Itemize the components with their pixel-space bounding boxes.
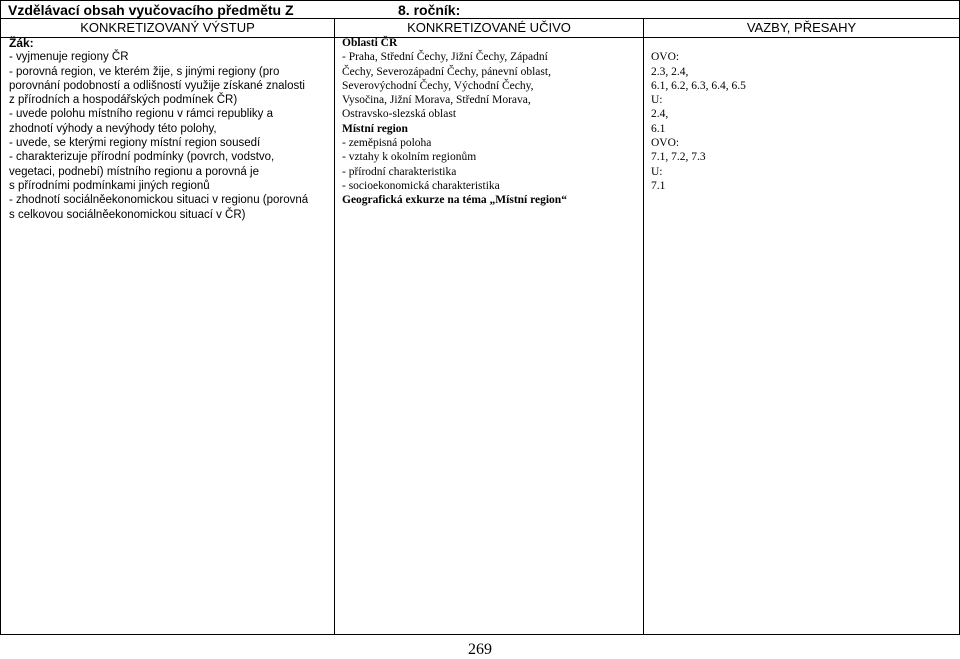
column-header-curriculum: KONKRETIZOVANÉ UČIVO — [407, 20, 571, 35]
curriculum-line: Severovýchodní Čechy, Východní Čechy, — [342, 79, 534, 92]
curriculum-line: - socioekonomická charakteristika — [342, 179, 500, 192]
outputs-column — [9, 36, 334, 222]
curriculum-column — [342, 36, 642, 208]
output-line: - uvede, se kterými regiony místní region sousedí — [9, 137, 261, 150]
curriculum-line: Místní region — [342, 122, 408, 135]
curriculum-line: - Praha, Střední Čechy, Jižní Čechy, Západní — [342, 51, 548, 64]
curriculum-line: Vysočina, Jižní Morava, Střední Morava, — [342, 94, 531, 107]
curriculum-line: - zeměpisná poloha — [342, 137, 432, 150]
output-line: - vyjmenuje regiony ČR — [9, 51, 129, 64]
title-row — [0, 0, 960, 19]
grade-title: 8. ročník: — [398, 2, 461, 18]
links-line: OVO: — [651, 137, 680, 150]
links-line: 6.1, 6.2, 6.3, 6.4, 6.5 — [651, 79, 746, 92]
output-line: s přírodními podmínkami jiných regionů — [9, 179, 210, 192]
column-header-row — [0, 18, 960, 38]
output-line: porovnání podobností a odlišností využije získané znalosti — [9, 79, 305, 92]
output-line: s celkovou sociálněekonomickou situací v ČR) — [9, 208, 246, 221]
output-line: - uvede polohu místního regionu v rámci republiky a — [9, 108, 274, 121]
page-number: 269 — [468, 641, 492, 658]
curriculum-line: Oblasti ČR — [342, 37, 398, 49]
links-line: 2.3, 2.4, — [651, 65, 689, 78]
column-divider — [334, 18, 335, 634]
links-line: U: — [651, 165, 663, 178]
output-line: - porovná region, ve kterém žije, s jinými regiony (pro — [9, 65, 280, 78]
curriculum-line: Ostravsko-slezská oblast — [342, 108, 457, 121]
links-line — [651, 36, 951, 50]
links-line: 6.1 — [651, 122, 666, 135]
output-line: - charakterizuje přírodní podmínky (povrch, vodstvo, — [9, 151, 275, 164]
links-line: 7.1 — [651, 179, 666, 192]
outputs-heading: Žák: — [9, 36, 34, 50]
links-line: 2.4, — [651, 108, 669, 121]
links-line: U: — [651, 94, 663, 107]
curriculum-line: - vztahy k okolním regionům — [342, 151, 477, 164]
curriculum-line: Geografická exkurze na téma „Místní region“ — [342, 194, 567, 207]
content-table — [0, 36, 960, 635]
output-line: - zhodnotí sociálněekonomickou situaci v regionu (porovná — [9, 194, 309, 207]
output-line: z přírodních a hospodářských podmínek ČR) — [9, 94, 238, 107]
output-line: vegetaci, podnebí) místního regionu a porovná je — [9, 165, 259, 178]
output-line: zhodnotí výhody a nevýhody této polohy, — [9, 122, 217, 135]
column-divider — [643, 18, 644, 634]
curriculum-line: Čechy, Severozápadní Čechy, pánevní oblast, — [342, 65, 551, 78]
links-line: OVO: — [651, 51, 680, 64]
column-header-links: VAZBY, PŘESAHY — [746, 20, 857, 35]
links-column — [651, 36, 951, 193]
column-header-outputs: KONKRETIZOVANÝ VÝSTUP — [80, 20, 255, 35]
subject-title: Vzdělávací obsah vyučovacího předmětu Z — [8, 2, 294, 18]
links-line: 7.1, 7.2, 7.3 — [651, 151, 706, 164]
curriculum-line: - přírodní charakteristika — [342, 165, 457, 178]
